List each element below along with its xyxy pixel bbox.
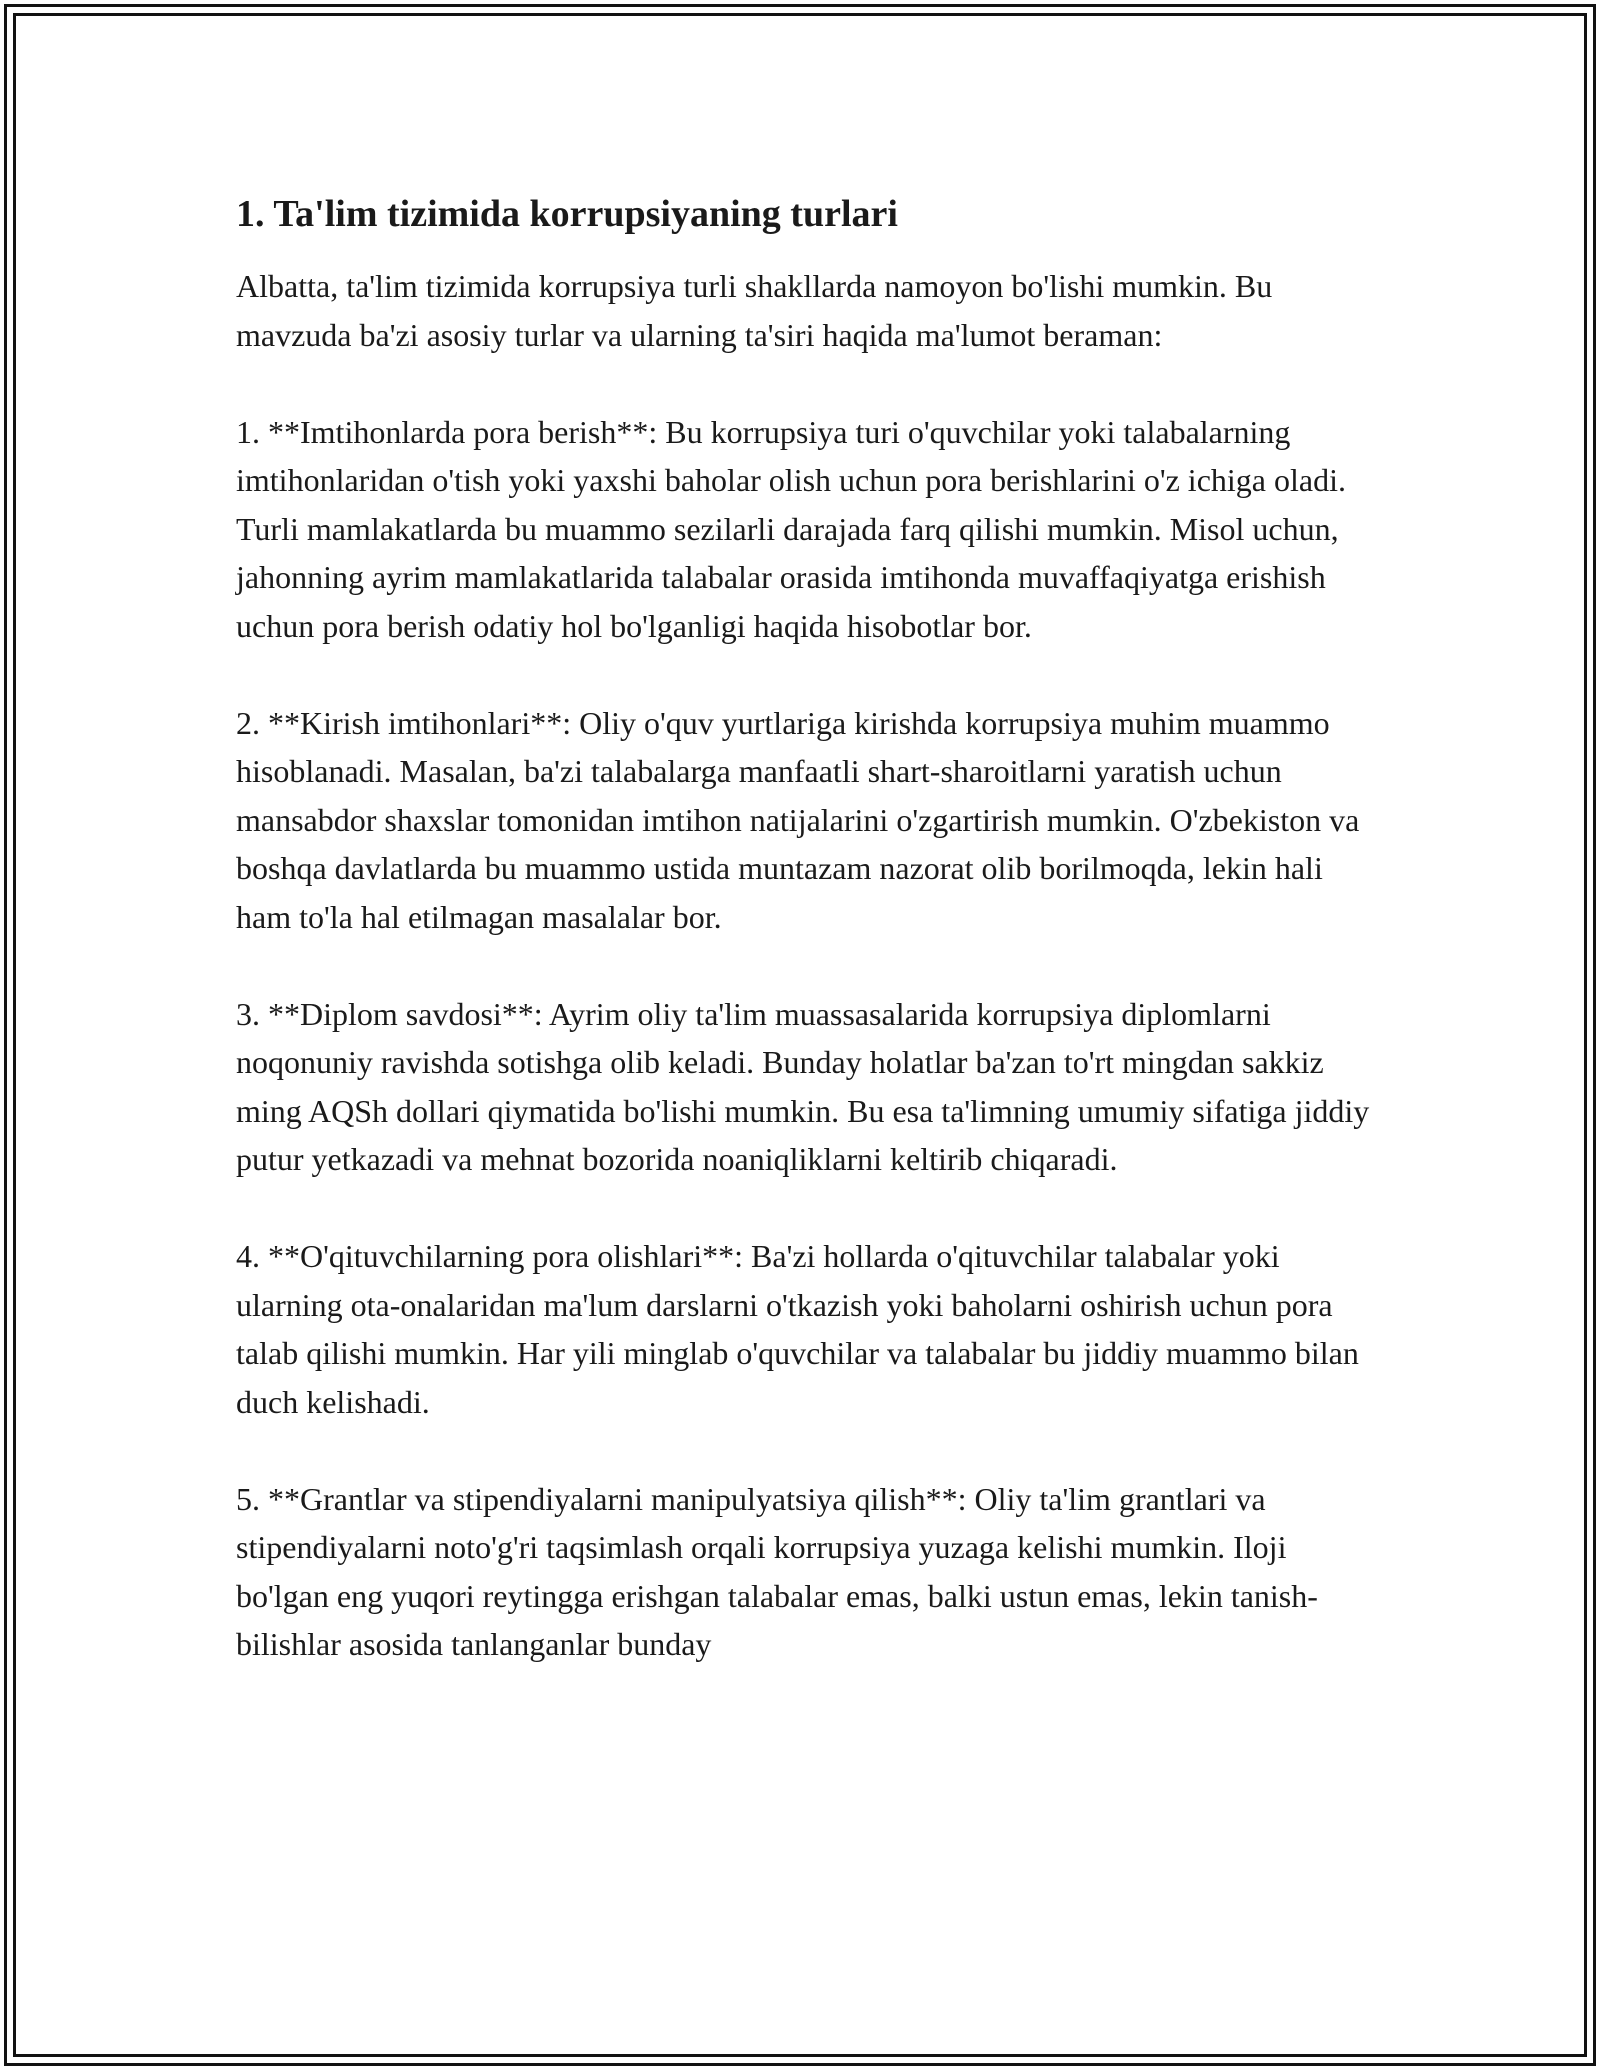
section-heading: 1. Ta'lim tizimida korrupsiyaning turlari [236, 193, 898, 235]
list-item-entrance-exams: 2. **Kirish imtihonlari**: Oliy o'quv yurtlariga kirishda korrupsiya muhim muammo hisoblanadi. Masalan, ba'zi talabalarga manfaatli shart-sharoitlarni yaratish uchun mansabdor shaxslar tomonidan imtihon natijalarini o'zgartirish mumkin. O'zbekiston va boshqa davlatlarda bu muammo ustida muntazam nazorat olib borilmoqda, lekin hali ham to'la hal etilmagan masalalar bor. [236, 704, 1360, 935]
list-item-grants-manipulation: 5. **Grantlar va stipendiyalarni manipulyatsiya qilish**: Oliy ta'lim grantlari va stipendiyalarni noto'g'ri taqsimlash orqali korrupsiya yuzaga kelishi mumkin. Iloji bo'lgan eng yuqori reytingga erishgan talabalar emas, balki ustun emas, lekin tanish-bilishlar asosida tanlanganlar bunday [236, 1480, 1318, 1662]
list-item-exam-bribery: 1. **Imtihonlarda pora berish**: Bu korrupsiya turi o'quvchilar yoki talabalarning imtihonlaridan o'tish yoki yaxshi baholar olish uchun pora berishlarini o'z ichiga oladi. Turli mamlakatlarda bu muammo sezilarli darajada farq qilishi mumkin. Misol uchun, jahonning ayrim mamlakatlarida talabalar orasida imtihonda muvaffaqiyatga erishish uchun pora berish odatiy hol bo'lganligi haqida hisobotlar bor. [236, 413, 1346, 644]
intro-paragraph: Albatta, ta'lim tizimida korrupsiya turli shakllarda namoyon bo'lishi mumkin. Bu mavzuda ba'zi asosiy turlar va ularning ta'siri haqida ma'lumot beraman: [236, 268, 1273, 353]
document-body [236, 186, 1376, 1717]
list-item-teacher-bribes: 4. **O'qituvchilarning pora olishlari**: Ba'zi hollarda o'qituvchilar talabalar yoki ularning ota-onalaridan ma'lum darslarni o'tkazish yoki baholarni oshirish uchun pora talab qilishi mumkin. Har yili minglab o'quvchilar va talabalar bu jiddiy muammo bilan duch kelishadi. [236, 1238, 1359, 1420]
list-item-diploma-trade: 3. **Diplom savdosi**: Ayrim oliy ta'lim muassasalarida korrupsiya diplomlarni noqonuniy ravishda sotishga olib keladi. Bunday holatlar ba'zan to'rt mingdan sakkiz ming AQSh dollari qiymatida bo'lishi mumkin. Bu esa ta'limning umumiy sifatiga jiddiy putur yetkazadi va mehnat bozorida noaniqliklarni keltirib chiqaradi. [236, 995, 1370, 1177]
